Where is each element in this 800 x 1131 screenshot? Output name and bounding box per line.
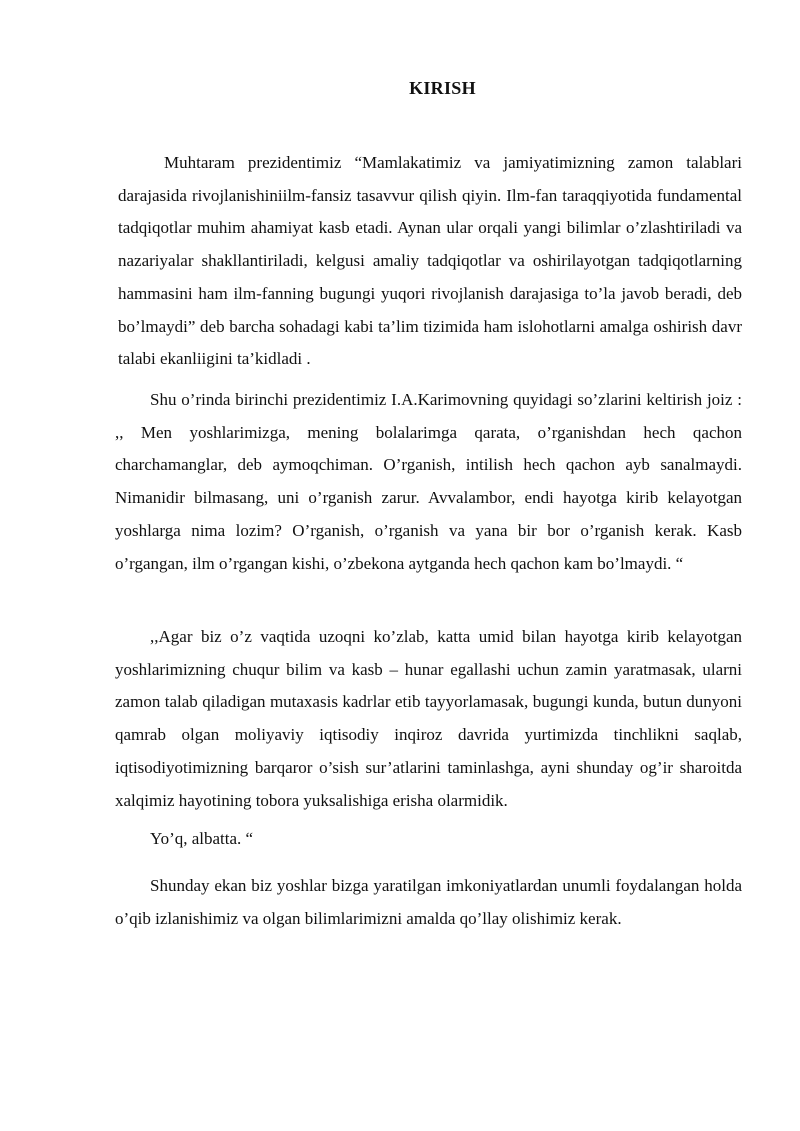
paragraph-answer: Yo’q, albatta. “ [150, 829, 254, 848]
paragraph-youth-education: ,,Agar biz o’z vaqtida uzoqni ko’zlab, katta umid bilan hayotga kirib kelayotgan yoshlarimizning chuqur bilim va kasb – hunar egallashi uchun zamin yaratmasak, ularni zamon talab qiladigan mutaxasis kadrlar etib tayyorlamasak, bugungi kunda, butun dunyoni qamrab olgan moliyaviy iqtisodiy inqiroz davrida yurtimizda tinchlikni saqlab, iqtisodiyotimizning barqaror o’sish sur’atlarini taminlashga, ayni shunday og’ir sharoitda xalqimiz hayotining tobora yuksalishiga erisha olarmidik. [115, 627, 742, 810]
paragraph-karimov-quote: Shu o’rinda birinchi prezidentimiz I.A.Karimovning quyidagi so’zlarini keltirish joiz : ,, Men yoshlarimizga, mening bolalarimga qarata, o’rganishdan hech qachon charchamanglar, deb aymoqchiman. O’rganish, intilish hech qachon ayb sanalmaydi. Nimanidir bilmasang, uni o’rganish zarur. Avvalambor, endi hayotga kirib kelayotgan yoshlarga nima lozim? O’rganish, o’rganish va yana bir bor o’rganish kerak. Kasb o’rgangan, ilm o’rgangan kishi, o’zbekona aytganda hech qachon kam bo’lmaydi. “ [115, 390, 742, 573]
paragraph-intro: Muhtaram prezidentimiz “Mamlakatimiz va jamiyatimizning zamon talablari darajasida rivojlanishiniilm-fansiz tasavvur qilish qiyin. Ilm-fan taraqqiyotida fundamental tadqiqotlar muhim ahamiyat kasb etadi. Aynan ular orqali yangi bilimlar o’zlashtiriladi va nazariyalar shakllantiriladi, kelgusi amaliy tadqiqotlar va oshirilayotgan tadqiqotlarning hammasini ham ilm-fanning bugungi yuqori rivojlanish darajasiga to’la javob beradi, deb bo’lmaydi” deb barcha sohadagi kabi ta’lim tizimida ham islohotlarni amalga oshirish davr talabi ekanliigini ta’kidladi . [118, 153, 742, 369]
paragraph-conclusion: Shunday ekan biz yoshlar bizga yaratilgan imkoniyatlardan unumli foydalangan holda o’qib izlanishimiz va olgan bilimlarimizni amalda qo’llay olishimiz kerak. [115, 876, 742, 928]
page-title: KIRISH [409, 78, 476, 98]
